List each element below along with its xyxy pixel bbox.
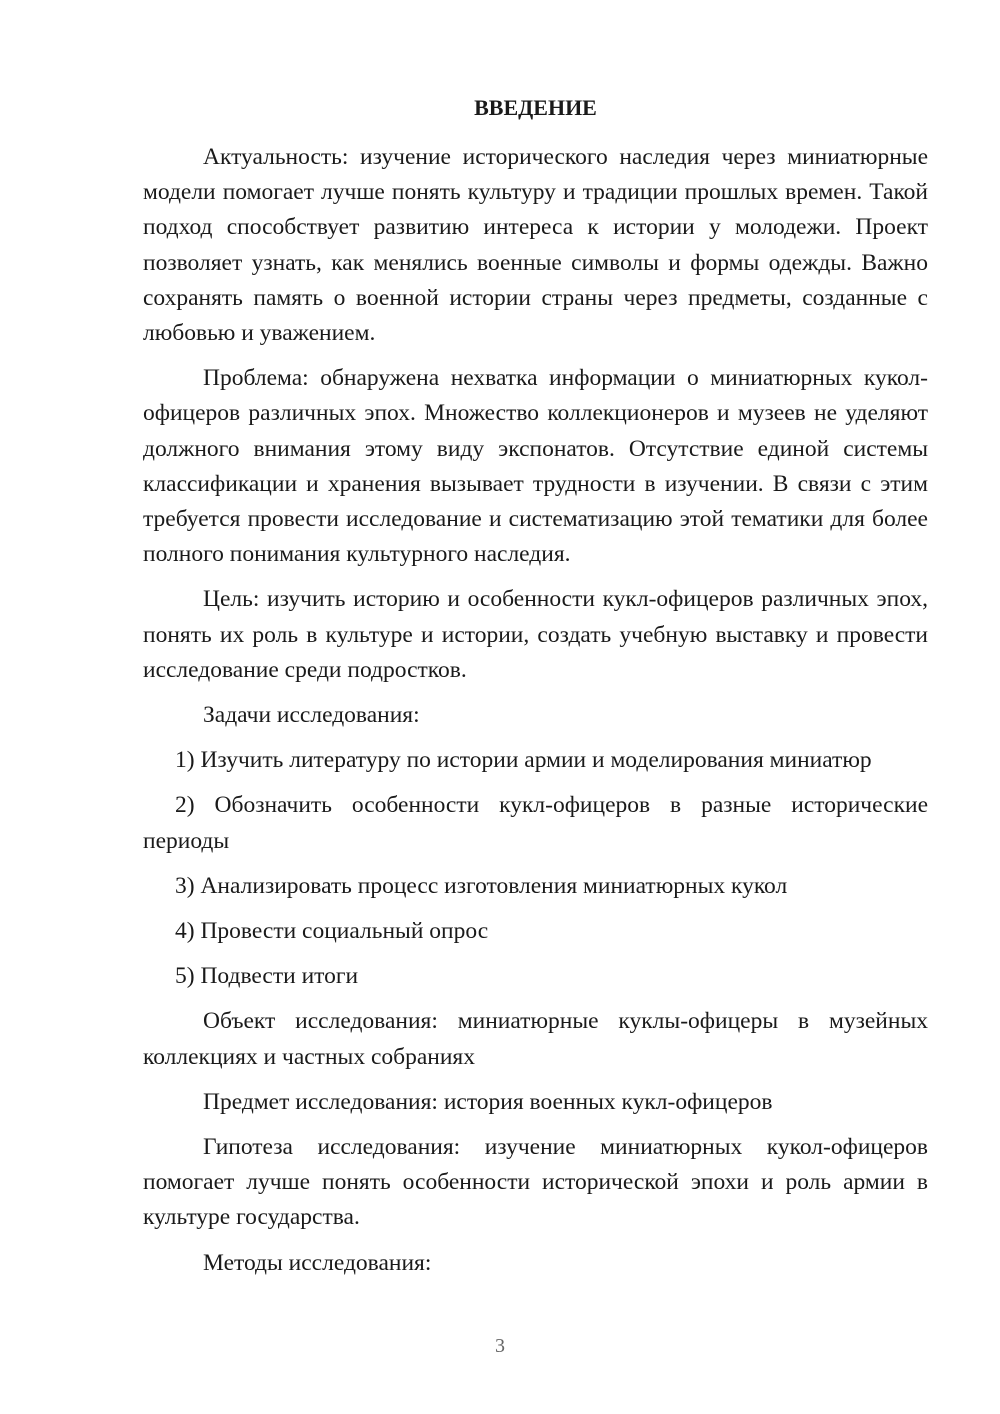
document-page <box>143 92 928 1291</box>
tasks-heading: Задачи исследования: <box>203 702 420 729</box>
page-number: 3 <box>495 1335 505 1357</box>
paragraph-object: Объект исследования: миниатюрные куклы-офицеры в музейных коллекциях и частных собраниях <box>143 1008 928 1070</box>
paragraph-goal: Цель: изучить историю и особенности кукл-офицеров различных эпох, понять их роль в культуре и истории, создать учебную выставку и провести исследование среди подростков. <box>143 586 928 683</box>
task-item-2: 2) Обозначить особенности кукл-офицеров в разные исторические периоды <box>143 792 928 854</box>
methods-heading: Методы исследования: <box>203 1249 432 1276</box>
section-title: ВВЕДЕНИЕ <box>474 95 597 120</box>
paragraph-subject: Предмет исследования: история военных кукл-офицеров <box>203 1088 773 1115</box>
paragraph-problem: Проблема: обнаружена нехватка информации о миниатюрных кукол-офицеров различных эпох. Множество коллекционеров и музеев не уделяют должного внимания этому виду экспонатов. Отсутствие единой системы классификации и хранения вызывает трудности в изучении. В связи с этим требуется провести исследование и систематизацию этой тематики для более полного понимания культурного наследия. <box>143 365 928 568</box>
task-item-3: 3) Анализировать процесс изготовления миниатюрных кукол <box>175 872 788 899</box>
task-item-4: 4) Провести социальный опрос <box>175 918 489 945</box>
task-item-5: 5) Подвести итоги <box>175 963 359 990</box>
task-item-1: 1) Изучить литературу по истории армии и моделирования миниатюр <box>175 747 872 774</box>
paragraph-relevance: Актуальность: изучение исторического наследия через миниатюрные модели помогает лучше понять культуру и традиции прошлых времен. Такой подход способствует развитию интереса к истории у молодежи. Проект позволяет узнать, как менялись военные символы и формы одежды. Важно сохранять память о военной истории страны через предметы, созданные с любовью и уважением. <box>143 144 928 347</box>
paragraph-hypothesis: Гипотеза исследования: изучение миниатюрных кукол-офицеров помогает лучше понять особенности исторической эпохи и роль армии в культуре государства. <box>143 1134 928 1231</box>
